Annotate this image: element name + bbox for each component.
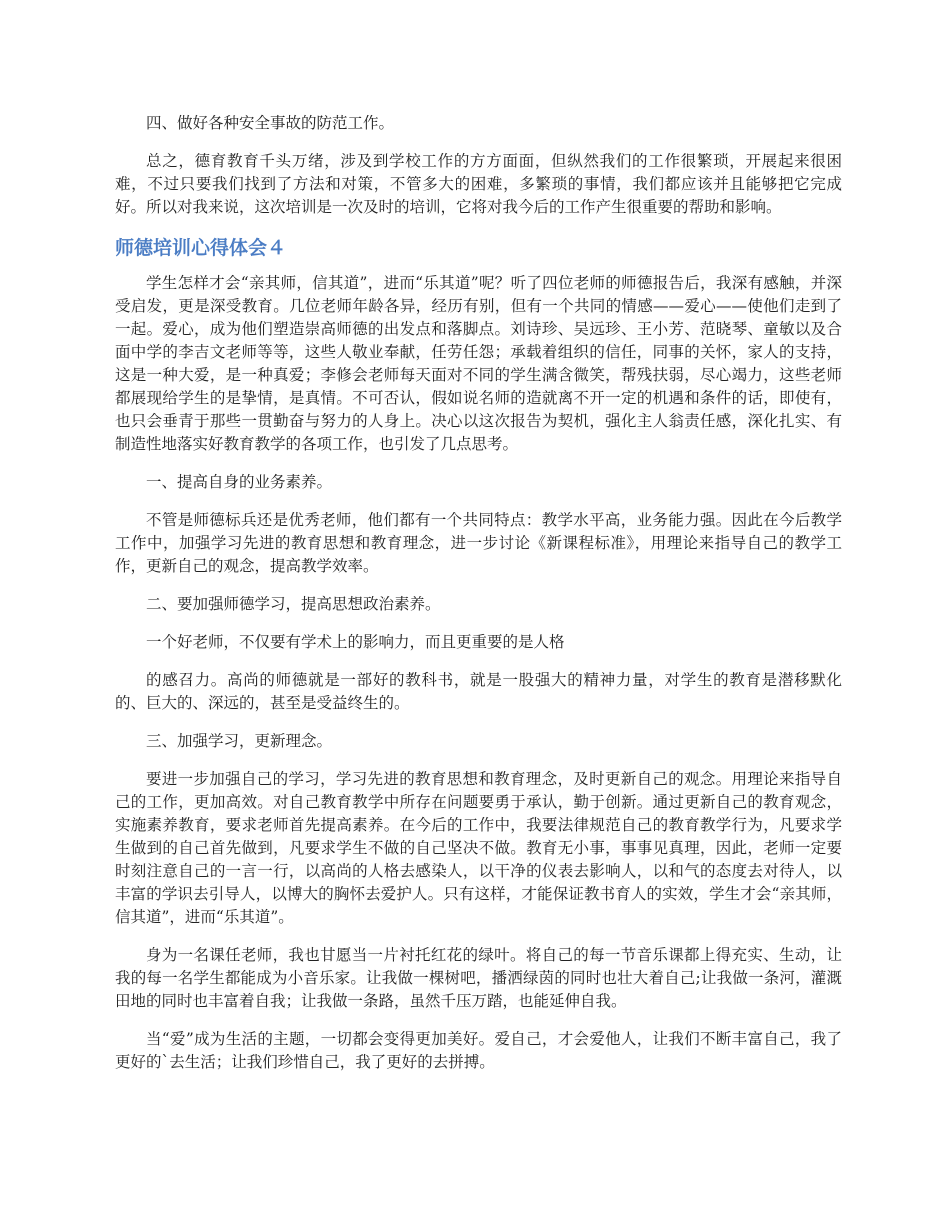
paragraph: 总之，德育教育千头万绪，涉及到学校工作的方方面面，但纵然我们的工作很繁琐，开展起来很困难，不过只要我们找到了方法和对策，不管多大的困难，多繁琐的事情，我们都应该并且能够把它完成好。所以对我来说，这次培训是一次及时的培训，它将对我今后的工作产生很重要的帮助和影响。 (115, 152, 842, 216)
paragraph: 不管是师德标兵还是优秀老师，他们都有一个共同特点：教学水平高，业务能力强。因此在今后教学工作中，加强学习先进的教育思想和教育理念，进一步讨论《新课程标准》，用理论来指导自己的教学工作，更新自己的观念，提高教学效率。 (115, 511, 842, 575)
paragraph: 三、加强学习，更新理念。 (146, 732, 333, 750)
document-page (115, 112, 842, 1089)
paragraph: 当“爱”成为生活的主题，一切都会变得更加美好。爱自己，才会爱他人，让我们不断丰富自己，我了更好的`去生活；让我们珍惜自己，我了更好的去拼搏。 (115, 1030, 842, 1071)
paragraph: 一、提高自身的业务素养。 (146, 473, 333, 491)
section-heading: 师德培训心得体会４ (115, 237, 287, 259)
paragraph: 四、做好各种安全事故的防范工作。 (146, 114, 395, 132)
paragraph: 一个好老师，不仅要有学术上的影响力，而且更重要的是人格 (146, 633, 565, 651)
paragraph: 的感召力。高尚的师德就是一部好的教科书，就是一股强大的精神力量，对学生的教育是潜移默化的、巨大的、深远的，甚至是受益终生的。 (115, 671, 842, 712)
paragraph: 身为一名课任老师，我也甘愿当一片衬托红花的绿叶。将自己的每一节音乐课都上得充实、生动，让我的每一名学生都能成为小音乐家。让我做一棵树吧，播洒绿茵的同时也壮大着自己;让我做一条河，灌溉田地的同时也丰富着自我；让我做一条路，虽然千压万踏，也能延伸自我。 (115, 946, 842, 1010)
paragraph: 学生怎样才会“亲其师，信其道”，进而“乐其道”呢？听了四位老师的师德报告后，我深有感触，并深受启发，更是深受教育。几位老师年龄各异，经历有别，但有一个共同的情感——爱心——使他们走到了一起。爱心，成为他们塑造崇高师德的出发点和落脚点。刘诗珍、吴远珍、王小芳、范晓琴、童敏以及合面中学的李吉文老师等等，这些人敬业奉献，任劳任怨；承载着组织的信任，同事的关怀，家人的支持，这是一种大爱，是一种真爱；李修会老师每天面对不同的学生满含微笑，帮残扶弱，尽心竭力，这些老师都展现给学生的是挚情，是真情。不可否认，假如说名师的造就离不开一定的机遇和条件的话，即使有，也只会垂青于那些一贯勤奋与努力的人身上。决心以这次报告为契机，强化主人翁责任感，深化扎实、有制造性地落实好教育教学的各项工作，也引发了几点思考。 (115, 274, 842, 453)
paragraph: 要进一步加强自己的学习，学习先进的教育思想和教育理念，及时更新自己的观念。用理论来指导自己的工作，更加高效。对自己教育教学中所存在问题要勇于承认，勤于创新。通过更新自己的教育观念，实施素养教育，要求老师首先提高素养。在今后的工作中，我要法律规范自己的教育教学行为，凡要求学生做到的自己首先做到，凡要求学生不做的自己坚决不做。教育无小事，事事见真理，因此，老师一定要时刻注意自己的一言一行，以高尚的人格去感染人，以干净的仪表去影响人，以和气的态度去对待人，以丰富的学识去引导人，以博大的胸怀去爱护人。只有这样，才能保证教书育人的实效，学生才会“亲其师，信其道”，进而“乐其道”。 (115, 770, 842, 926)
paragraph: 二、要加强师德学习，提高思想政治素养。 (146, 595, 441, 613)
